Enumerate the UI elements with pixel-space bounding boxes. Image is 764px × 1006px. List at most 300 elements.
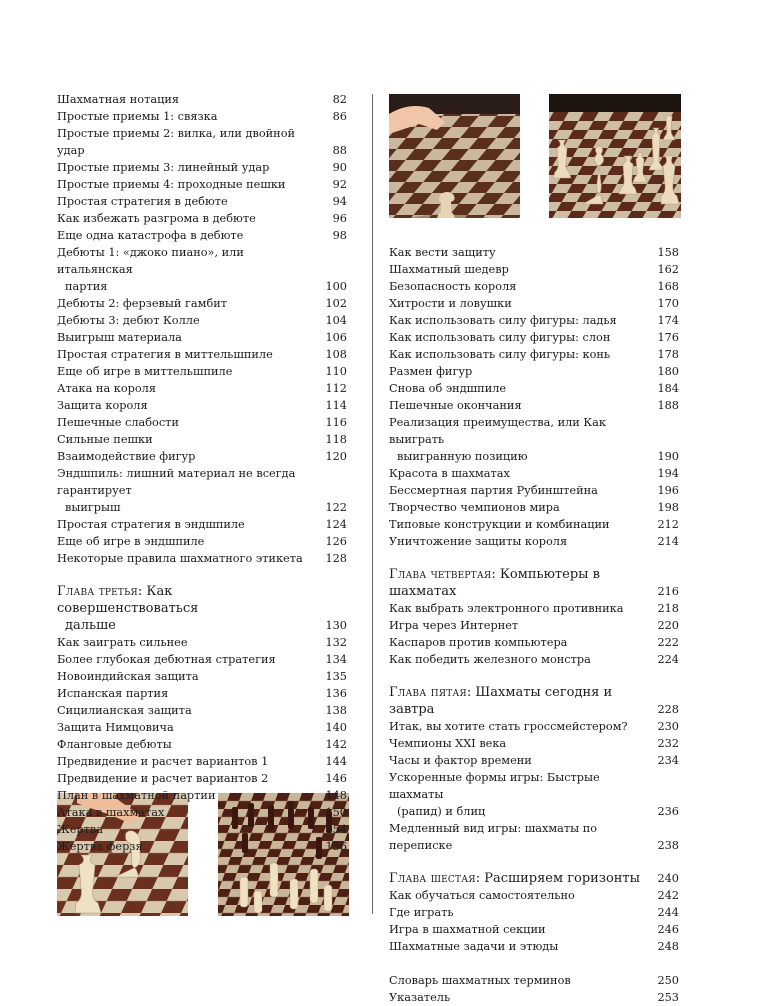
toc-entry[interactable] [389, 312, 679, 329]
entry-page-number: 124 [325, 518, 347, 531]
entry-title-line: Жертва ферзя [57, 840, 143, 853]
entry-title-line: Предвидение и расчет вариантов 1 [57, 755, 269, 768]
entry-title-line: Игра через Интернет [389, 619, 519, 632]
entry-title-line: Атака в шахматах [57, 806, 165, 819]
entry-page-number: 116 [325, 416, 347, 429]
entry-title-line: Где играть [389, 906, 454, 919]
entry-title-line: Предвидение и расчет вариантов 2 [57, 772, 269, 785]
entry-title-continuation: выигранную позицию [397, 450, 528, 463]
entry-page-number: 138 [325, 704, 347, 717]
toc-entry[interactable] [57, 770, 347, 787]
entry-title-line: Указатель [389, 991, 451, 1004]
entry-title-line: Игра в шахматной секции [389, 923, 546, 936]
entry-title [389, 921, 657, 938]
toc-entry[interactable] [57, 702, 347, 719]
entry-title [57, 651, 325, 668]
toc-entry[interactable] [57, 227, 347, 244]
toc-entry[interactable] [57, 312, 347, 329]
toc-entry[interactable] [57, 414, 347, 431]
entry-title-line: Хитрости и ловушки [389, 297, 512, 310]
entry-page-number: 238 [657, 839, 679, 852]
chapter-title [389, 684, 657, 718]
entry-title [389, 516, 657, 533]
entry-page-number: 188 [657, 399, 679, 412]
entry-title-line: План в шахматной партии [57, 789, 216, 802]
entry-page-number: 108 [325, 348, 347, 361]
entry-title [57, 804, 325, 821]
chapter-label: Глава пятая [389, 685, 467, 700]
entry-page-number: 154 [325, 823, 347, 836]
entry-title [389, 651, 657, 668]
entry-title [57, 668, 325, 685]
entry-title [57, 838, 325, 855]
toc-left-column [57, 91, 347, 855]
toc-entry[interactable] [57, 668, 347, 685]
entry-page-number: 174 [657, 314, 679, 327]
toc-entry[interactable] [57, 210, 347, 227]
column-divider [372, 94, 373, 914]
entry-title [389, 499, 657, 516]
entry-page-number: 126 [325, 535, 347, 548]
entry-page-number: 190 [657, 450, 679, 463]
toc-entry[interactable] [57, 295, 347, 312]
entry-title-line: Более глубокая дебютная стратегия [57, 653, 276, 666]
entry-title [389, 244, 657, 261]
entry-title [389, 887, 657, 904]
entry-title-line: Некоторые правила шахматного этикета [57, 552, 303, 565]
entry-page-number: 86 [332, 110, 347, 123]
entry-title-line: Как вести защиту [389, 246, 496, 259]
toc-entry[interactable] [389, 482, 679, 499]
entry-title [57, 634, 325, 651]
entry-page-number: 110 [325, 365, 347, 378]
entry-title [57, 431, 325, 448]
toc-entry[interactable] [57, 363, 347, 380]
toc-entry[interactable] [57, 125, 347, 159]
entry-title-line: Часы и фактор времени [389, 754, 532, 767]
entry-title-line: Дебюты 3: дебют Колле [57, 314, 200, 327]
entry-page-number: 236 [657, 805, 679, 818]
entry-title-line: Простая стратегия в дебюте [57, 195, 228, 208]
entry-title [57, 363, 325, 380]
entry-title [389, 397, 657, 414]
entry-page-number: 162 [657, 263, 679, 276]
toc-entry[interactable] [389, 295, 679, 312]
entry-title [389, 904, 657, 921]
toc-entry[interactable] [389, 617, 679, 634]
entry-title [389, 278, 657, 295]
entry-title [389, 295, 657, 312]
entry-title-line: Шахматная нотация [57, 93, 179, 106]
toc-entry[interactable] [389, 820, 679, 854]
entry-title-line: Бессмертная партия Рубинштейна [389, 484, 598, 497]
entry-title-line: Простые приемы 4: проходные пешки [57, 178, 286, 191]
entry-title [57, 550, 325, 567]
entry-title [57, 380, 325, 397]
entry-page-number: 148 [325, 789, 347, 802]
toc-entry[interactable] [57, 465, 347, 516]
entry-title [57, 312, 325, 329]
entry-page-number: 128 [325, 552, 347, 565]
toc-entry[interactable] [57, 736, 347, 753]
entry-page-number: 146 [325, 772, 347, 785]
entry-page-number: 244 [657, 906, 679, 919]
toc-entry[interactable] [389, 465, 679, 482]
entry-title-continuation: (рапид) и блиц [397, 805, 486, 818]
entry-page-number: 90 [332, 161, 347, 174]
entry-title-line: Сицилианская защита [57, 704, 192, 717]
entry-page-number: 106 [325, 331, 347, 344]
entry-title-line: Творчество чемпионов мира [389, 501, 560, 514]
entry-title-line: Как избежать разгрома в дебюте [57, 212, 256, 225]
entry-page-number: 144 [325, 755, 347, 768]
entry-page-number: 234 [657, 754, 679, 767]
entry-title-line: Словарь шахматных терминов [389, 974, 571, 987]
toc-entry[interactable] [389, 718, 679, 735]
entry-title [389, 752, 657, 769]
chapter-title [57, 583, 325, 634]
entry-page-number: 180 [657, 365, 679, 378]
toc-entry[interactable] [57, 753, 347, 770]
entry-title [57, 448, 325, 465]
entry-title [57, 821, 325, 838]
entry-title [57, 125, 325, 159]
toc-entry[interactable] [389, 363, 679, 380]
entry-title-line: Испанская партия [57, 687, 169, 700]
toc-entry[interactable] [57, 193, 347, 210]
chapter-page-number: 240 [657, 872, 679, 885]
entry-title-line: Простые приемы 1: связка [57, 110, 218, 123]
entry-title-line: Простые приемы 2: вилка, или двойной удар [57, 127, 296, 157]
entry-page-number: 150 [325, 806, 347, 819]
chapter-page-number: 228 [657, 703, 679, 716]
entry-title [57, 516, 325, 533]
toc-entry[interactable] [389, 414, 679, 465]
toc-entry[interactable] [389, 278, 679, 295]
entry-page-number: 104 [325, 314, 347, 327]
entry-title-line: Как использовать силу фигуры: ладья [389, 314, 617, 327]
chapter-label: Глава шестая [389, 871, 476, 886]
entry-title-line: Шахматный шедевр [389, 263, 509, 276]
entry-title [57, 227, 325, 244]
entry-title [57, 787, 325, 804]
entry-title-line: Типовые конструкции и комбинации [389, 518, 610, 531]
entry-page-number: 118 [325, 433, 347, 446]
entry-title-line: Новоиндийская защита [57, 670, 199, 683]
entry-title [57, 465, 325, 516]
chapter-heading[interactable] [389, 870, 679, 887]
entry-title-line: Пешечные слабости [57, 416, 179, 429]
entry-title [57, 414, 325, 431]
entry-page-number: 232 [657, 737, 679, 750]
toc-entry[interactable] [57, 634, 347, 651]
entry-page-number: 222 [657, 636, 679, 649]
entry-title [389, 989, 657, 1006]
toc-entry[interactable] [57, 838, 347, 855]
entry-title [57, 533, 325, 550]
entry-title [57, 329, 325, 346]
entry-title [57, 346, 325, 363]
chapter-heading[interactable] [389, 566, 679, 600]
entry-title-continuation: выигрыш [65, 501, 121, 514]
entry-title [57, 770, 325, 787]
chapter-name: Компьютеры в шахматах [389, 567, 600, 599]
entry-title [389, 972, 657, 989]
entry-title [389, 329, 657, 346]
section-spacer [389, 955, 679, 972]
entry-title-line: Еще одна катастрофа в дебюте [57, 229, 244, 242]
entry-page-number: 132 [325, 636, 347, 649]
chapter-page-number: 216 [657, 585, 679, 598]
entry-page-number: 100 [325, 280, 347, 293]
entry-page-number: 214 [657, 535, 679, 548]
entry-title [389, 533, 657, 550]
entry-title [57, 176, 325, 193]
chapter-title-line: Глава шестая: Расширяем горизонты [389, 871, 640, 886]
entry-title-line: Как выбрать электронного противника [389, 602, 624, 615]
entry-title [57, 295, 325, 312]
entry-page-number: 120 [325, 450, 347, 463]
entry-page-number: 112 [325, 382, 347, 395]
entry-title-line: Сильные пешки [57, 433, 153, 446]
entry-title-line: Пешечные окончания [389, 399, 522, 412]
toc-entry[interactable] [57, 685, 347, 702]
entry-page-number: 230 [657, 720, 679, 733]
toc-entry[interactable] [389, 516, 679, 533]
entry-title [57, 108, 325, 125]
entry-page-number: 176 [657, 331, 679, 344]
entry-page-number: 88 [332, 144, 347, 157]
toc-entry[interactable] [57, 244, 347, 295]
entry-title [57, 91, 325, 108]
entry-title [57, 210, 325, 227]
entry-page-number: 194 [657, 467, 679, 480]
entry-title-line: Защита короля [57, 399, 148, 412]
entry-page-number: 253 [657, 991, 679, 1004]
entry-title [389, 465, 657, 482]
toc-entry[interactable] [57, 108, 347, 125]
chapter-title [389, 566, 657, 600]
entry-title-line: Как заиграть сильнее [57, 636, 188, 649]
entry-page-number: 158 [657, 246, 679, 259]
toc-entry[interactable] [389, 651, 679, 668]
entry-page-number: 218 [657, 602, 679, 615]
entry-page-number: 82 [332, 93, 347, 106]
entry-title [389, 380, 657, 397]
entry-title-line: Медленный вид игры: шахматы по переписке [389, 822, 598, 852]
entry-page-number: 140 [325, 721, 347, 734]
photo-white-pieces-lineup [549, 94, 681, 218]
chapter-title-line: Глава пятая: Шахматы сегодня и завтра [389, 685, 613, 717]
toc-entry[interactable] [57, 159, 347, 176]
entry-title-line: Безопасность короля [389, 280, 517, 293]
entry-title-line: Простая стратегия в эндшпиле [57, 518, 245, 531]
entry-title-line: Простая стратегия в миттельшпиле [57, 348, 273, 361]
toc-entry[interactable] [389, 938, 679, 955]
entry-page-number: 156 [325, 840, 347, 853]
entry-title [57, 685, 325, 702]
toc-entry[interactable] [389, 735, 679, 752]
entry-title [389, 312, 657, 329]
entry-title [389, 482, 657, 499]
toc-entry[interactable] [389, 329, 679, 346]
chapter-heading[interactable] [389, 684, 679, 718]
entry-title-line: Защита Нимцовича [57, 721, 174, 734]
chapter-heading[interactable] [57, 583, 347, 634]
entry-title [389, 600, 657, 617]
toc-entry[interactable] [389, 887, 679, 904]
entry-title [389, 363, 657, 380]
entry-title-line: Фланговые дебюты [57, 738, 172, 751]
entry-title-continuation: партия [65, 280, 108, 293]
photo-hand-moving-piece [389, 94, 520, 218]
entry-page-number: 94 [332, 195, 347, 208]
entry-title-line: Еще об игре в миттельшпиле [57, 365, 233, 378]
entry-title-line: Каспаров против компьютера [389, 636, 568, 649]
toc-entry[interactable] [389, 244, 679, 261]
toc-entry[interactable] [57, 431, 347, 448]
entry-page-number: 170 [657, 297, 679, 310]
toc-entry[interactable] [389, 261, 679, 278]
chapter-name: Расширяем горизонты [484, 871, 640, 886]
toc-entry[interactable] [57, 651, 347, 668]
toc-entry[interactable] [389, 634, 679, 651]
entry-title [57, 753, 325, 770]
toc-entry[interactable] [389, 499, 679, 516]
toc-entry[interactable] [389, 752, 679, 769]
toc-entry[interactable] [57, 380, 347, 397]
entry-page-number: 248 [657, 940, 679, 953]
entry-title-line: Уничтожение защиты короля [389, 535, 568, 548]
chapter-label: Глава третья [57, 584, 138, 599]
entry-title [57, 159, 325, 176]
toc-entry[interactable] [389, 397, 679, 414]
toc-entry[interactable] [57, 397, 347, 414]
entry-page-number: 178 [657, 348, 679, 361]
entry-title [57, 736, 325, 753]
entry-title [57, 244, 325, 295]
toc-entry[interactable] [389, 989, 679, 1006]
entry-page-number: 96 [332, 212, 347, 225]
entry-page-number: 134 [325, 653, 347, 666]
chapter-title-line: Глава четвертая: Компьютеры в шахматах [389, 567, 600, 599]
toc-entry[interactable] [57, 91, 347, 108]
entry-page-number: 224 [657, 653, 679, 666]
entry-title-line: Как обучаться самостоятельно [389, 889, 575, 902]
entry-title-line: Еще об игре в эндшпиле [57, 535, 205, 548]
toc-entry[interactable] [57, 550, 347, 567]
toc-entry[interactable] [389, 769, 679, 820]
toc-entry[interactable] [57, 516, 347, 533]
entry-title [389, 617, 657, 634]
entry-title [57, 397, 325, 414]
entry-title [57, 193, 325, 210]
entry-title-line: Взаимодействие фигур [57, 450, 196, 463]
entry-page-number: 122 [325, 501, 347, 514]
entry-page-number: 114 [325, 399, 347, 412]
toc-entry[interactable] [389, 346, 679, 363]
toc-entry[interactable] [57, 176, 347, 193]
entry-page-number: 212 [657, 518, 679, 531]
entry-title [389, 261, 657, 278]
entry-title [389, 718, 657, 735]
entry-page-number: 98 [332, 229, 347, 242]
entry-page-number: 168 [657, 280, 679, 293]
entry-page-number: 92 [332, 178, 347, 191]
entry-page-number: 196 [657, 484, 679, 497]
entry-page-number: 136 [325, 687, 347, 700]
entry-title-line: Чемпионы XXI века [389, 737, 507, 750]
chapter-name-continuation: дальше [65, 618, 116, 633]
entry-title-line: Жертва [57, 823, 103, 836]
toc-entry[interactable] [57, 329, 347, 346]
entry-title-line: Дебюты 2: ферзевый гамбит [57, 297, 228, 310]
entry-page-number: 250 [657, 974, 679, 987]
entry-title [389, 634, 657, 651]
toc-entry[interactable] [57, 719, 347, 736]
entry-title-line: Итак, вы хотите стать гроссмейстером? [389, 720, 628, 733]
entry-title-line: Ускоренные формы игры: Быстрые шахматы [389, 771, 600, 801]
toc-entry[interactable] [57, 787, 347, 804]
entry-title-line: Атака на короля [57, 382, 156, 395]
chapter-name: Как совершенствоваться [57, 584, 199, 616]
chapter-title [389, 870, 657, 887]
toc-entry[interactable] [57, 346, 347, 363]
entry-title-line: Красота в шахматах [389, 467, 510, 480]
toc-entry[interactable] [57, 804, 347, 821]
entry-title [389, 820, 657, 854]
entry-page-number: 135 [325, 670, 347, 683]
entry-title [389, 414, 657, 465]
entry-title [389, 938, 657, 955]
entry-title [389, 769, 657, 820]
entry-title [57, 702, 325, 719]
entry-title-line: Эндшпиль: лишний материал не всегда гарантирует [57, 467, 296, 497]
toc-entry[interactable] [57, 448, 347, 465]
entry-page-number: 102 [325, 297, 347, 310]
entry-title-line: Шахматные задачи и этюды [389, 940, 559, 953]
toc-right-column [389, 244, 679, 1006]
entry-title-line: Как использовать силу фигуры: слон [389, 331, 611, 344]
chapter-label: Глава четвертая [389, 567, 492, 582]
entry-page-number: 142 [325, 738, 347, 751]
toc-entry[interactable] [57, 533, 347, 550]
entry-title-line: Выигрыш материала [57, 331, 182, 344]
entry-title-line: Снова об эндшпиле [389, 382, 507, 395]
entry-title-line: Простые приемы 3: линейный удар [57, 161, 270, 174]
toc-entry[interactable] [389, 904, 679, 921]
toc-entry[interactable] [389, 972, 679, 989]
toc-entry[interactable] [57, 821, 347, 838]
entry-title-line: Как победить железного монстра [389, 653, 591, 666]
entry-page-number: 220 [657, 619, 679, 632]
entry-page-number: 184 [657, 382, 679, 395]
entry-page-number: 246 [657, 923, 679, 936]
toc-entry[interactable] [389, 380, 679, 397]
toc-entry[interactable] [389, 921, 679, 938]
toc-entry[interactable] [389, 533, 679, 550]
entry-title-line: Реализация преимущества, или Как выиграть [389, 416, 606, 446]
entry-page-number: 198 [657, 501, 679, 514]
entry-page-number: 242 [657, 889, 679, 902]
entry-title [57, 719, 325, 736]
toc-entry[interactable] [389, 600, 679, 617]
entry-title [389, 735, 657, 752]
entry-title-line: Как использовать силу фигуры: конь [389, 348, 611, 361]
chapter-page-number: 130 [325, 619, 347, 632]
entry-title [389, 346, 657, 363]
chapter-name: Шахматы сегодня и завтра [389, 685, 613, 717]
